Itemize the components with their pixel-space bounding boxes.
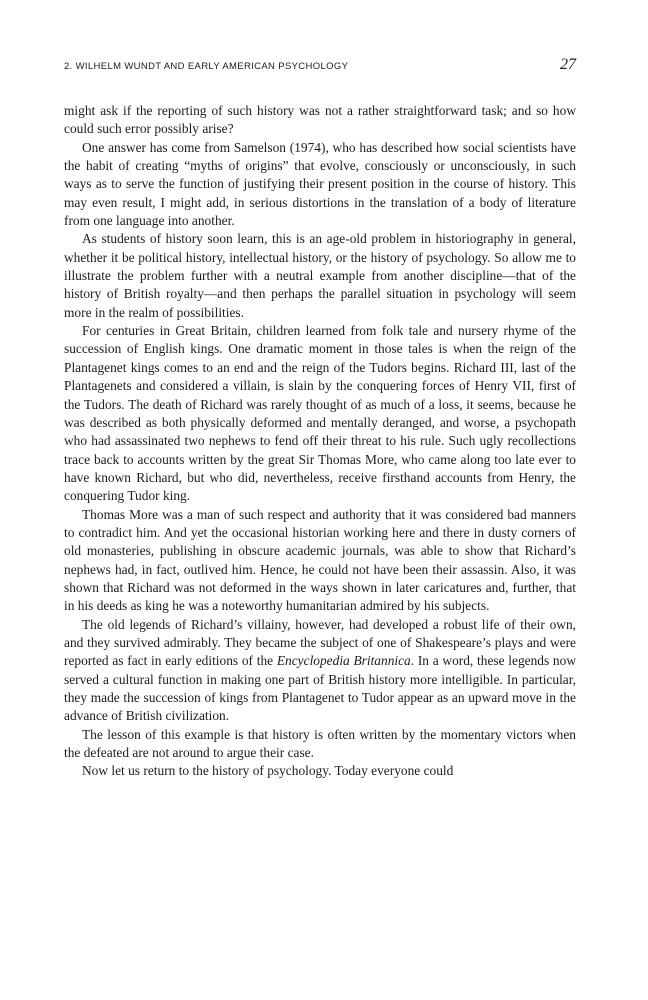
- body-text: [64, 102, 576, 781]
- paragraph-8: Now let us return to the history of psychology. Today everyone could: [82, 763, 454, 779]
- running-title: 2. WILHELM WUNDT AND EARLY AMERICAN PSYCHOLOGY: [64, 61, 349, 72]
- page-number: 27: [560, 56, 576, 73]
- paragraph-5: Thomas More was a man of such respect and authority that it was considered bad manners to contradict him. And yet the occasional historian working here and there in dusty corners of old monasteries, publishing in obscure academic journals, was able to show that Richard’s nephews had, in fact, outlived him. Hence, he could not have been their assassin. Also, it was shown that Richard was not deformed in the ways shown in later caricatures and, further, that in his deeds as king he was a noteworthy humanitarian admired by his subjects.: [64, 506, 576, 614]
- book-page: [64, 56, 576, 781]
- paragraph-6-text-before: The old legends of Richard’s villainy, however, had developed a robust life of their own, and they survived admirably. They became the subject of one of Shakespeare’s plays and were reported as fact in early editions of the: [64, 616, 576, 669]
- paragraph-1: might ask if the reporting of such history was not a rather straightforward task; and so how could such error possibly arise?: [64, 103, 576, 137]
- paragraph-6-text-after: . In a word, these legends now served a cultural function in making one part of British history more intelligible. In particular, they made the succession of kings from Plantagenet to Tudor appear as an upward move in the advance of British civilization.: [64, 653, 576, 724]
- running-head: [64, 56, 576, 80]
- paragraph-4: For centuries in Great Britain, children learned from folk tale and nursery rhyme of the succession of English kings. One dramatic moment in those tales is when the reign of the Plantagenet kings comes to an end and the reign of the Tudors begins. Richard III, last of the Plantagenets and considered a villain, is slain by the conquering forces of Henry VII, first of the Tudors. The death of Richard was rarely thought of as much of a loss, it seems, because he was described as both physically deformed and mentally deranged, and worse, a psychopath who had assassinated two nephews to fend off their threat to his rule. Such ugly recollections trace back to accounts written by the great Sir Thomas More, who came along too late ever to have known Richard, but who did, nevertheless, receive firsthand accounts from Henry, the conquering Tudor king.: [64, 323, 576, 504]
- paragraph-7: The lesson of this example is that history is often written by the momentary victors when the defeated are not around to argue their case.: [64, 726, 576, 761]
- paragraph-6: [64, 616, 576, 726]
- paragraph-2: One answer has come from Samelson (1974), who has described how social scientists have the habit of creating “myths of origins” that evolve, consciously or unconsciously, in such ways as to serve the function of justifying their present position in the course of history. This may even result, I might add, in serious distortions in the translation of a body of literature from one language into another.: [64, 139, 576, 229]
- paragraph-3: As students of history soon learn, this is an age-old problem in historiography in general, whether it be political history, intellectual history, or the history of psychology. So allow me to illustrate the problem further with a neutral example from another discipline—that of the history of British royalty—and then perhaps the parallel situation in psychology will seem more in the realm of possibilities.: [64, 231, 576, 320]
- encyclopedia-title: Encyclopedia Britannica: [276, 653, 411, 669]
